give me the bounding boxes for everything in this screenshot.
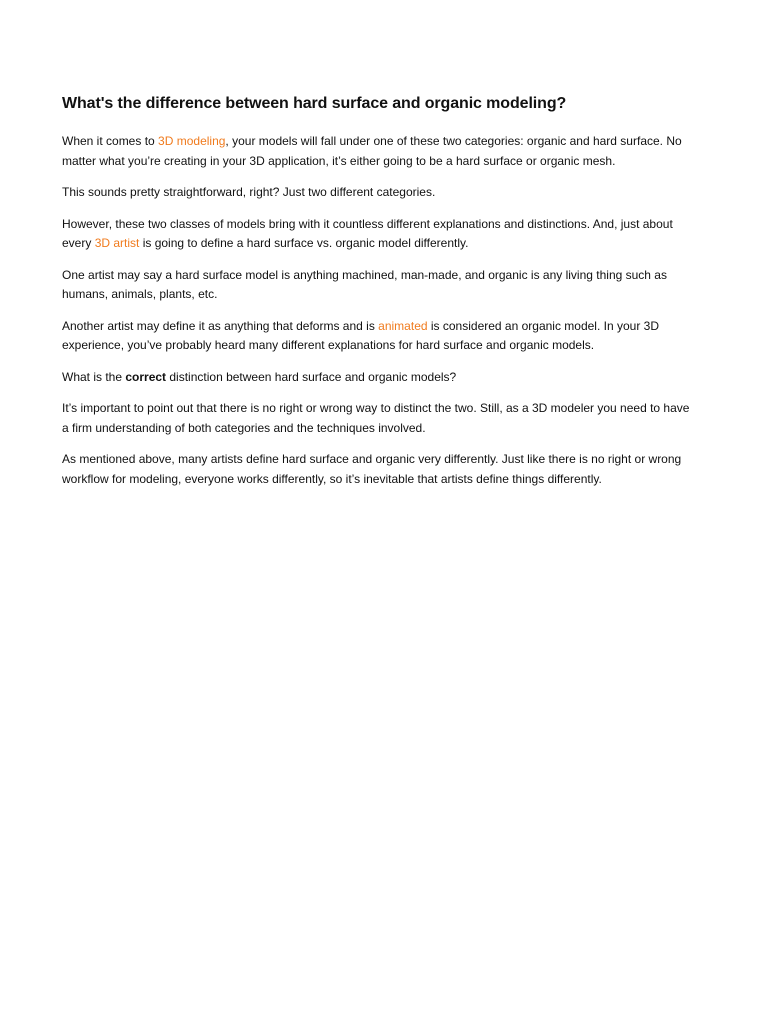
paragraph-question <box>62 368 692 388</box>
link-animated[interactable]: animated <box>378 318 428 333</box>
paragraph-text: What is the <box>62 369 126 384</box>
paragraph-straightforward: This sounds pretty straightforward, right? Just two different categories. <box>62 185 436 199</box>
link-3d-artist[interactable]: 3D artist <box>94 236 140 250</box>
emphasis-correct: correct <box>125 369 167 384</box>
paragraph-classes <box>62 215 692 254</box>
paragraph-no-right-way: It’s important to point out that there is no right or wrong way to distinct the two. Still, as a 3D modeler you need to have a firm understanding of both categories and the techniques involved. <box>62 401 690 435</box>
article <box>62 92 692 501</box>
paragraph-text: is considered an organic model. In your 3D experience, you’ve probably heard many different explanations for hard surface and organic models. <box>62 318 660 352</box>
article-title: What's the difference between hard surface and organic modeling? <box>62 95 567 112</box>
paragraph-intro <box>62 132 692 171</box>
paragraph-text: , your models will fall under one of these two categories: organic and hard surface. No matter what you’re creating in your 3D application, it’s either going to be a hard surface or organic mesh. <box>62 134 682 168</box>
paragraph-text: Another artist may define it as anything that deforms and is <box>62 318 379 333</box>
paragraph-text: When it comes to <box>62 134 159 148</box>
paragraph-text: However, these two classes of models bring with it countless different explanations and distinctions. And, just about every <box>62 216 673 250</box>
paragraph-deforms <box>62 317 692 356</box>
link-3d-modeling[interactable]: 3D modeling <box>158 134 226 148</box>
paragraph-text: distinction between hard surface and organic models? <box>166 369 457 384</box>
paragraph-text: is going to define a hard surface vs. organic model differently. <box>139 236 469 250</box>
paragraph-workflow: As mentioned above, many artists define hard surface and organic very differently. Just like there is no right or wrong workflow for modeling, everyone works differently, so it’s inevitable that artists define things differently. <box>62 452 682 486</box>
paragraph-machined: One artist may say a hard surface model is anything machined, man-made, and organic is any living thing such as humans, animals, plants, etc. <box>62 267 667 301</box>
